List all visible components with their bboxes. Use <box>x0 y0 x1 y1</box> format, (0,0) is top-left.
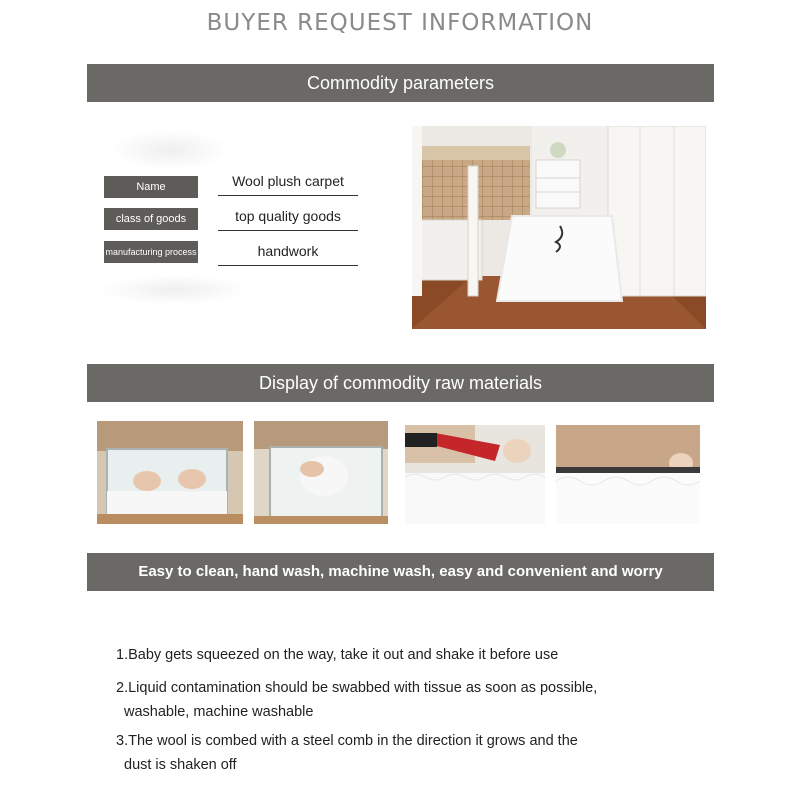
raw-material-photo-2 <box>254 421 388 524</box>
note-1-line-1: 1.Baby gets squeezed on the way, take it out and shake it before use <box>116 647 559 663</box>
note-3-line-2: dust is shaken off <box>124 757 237 773</box>
raw-material-photo-1 <box>97 421 243 524</box>
param-value-process: handwork <box>218 243 358 266</box>
cleaning-section-header: Easy to clean, hand wash, machine wash, easy and convenient and worry <box>87 553 714 591</box>
raw-materials-section-header: Display of commodity raw materials <box>87 364 714 402</box>
note-2-line-2: washable, machine washable <box>124 704 314 720</box>
parameters-section-header: Commodity parameters <box>87 64 714 102</box>
note-2-line-1: 2.Liquid contamination should be swabbed with tissue as soon as possible, <box>116 680 598 696</box>
note-item-1 <box>116 643 676 667</box>
faded-background-decoration <box>100 275 250 305</box>
raw-material-photo-4 <box>556 425 700 524</box>
note-item-3 <box>116 729 676 777</box>
param-label-class: class of goods <box>104 208 198 230</box>
note-item-2 <box>116 676 676 724</box>
param-value-class: top quality goods <box>218 208 358 231</box>
raw-material-photo-3 <box>405 425 545 524</box>
param-label-name: Name <box>104 176 198 198</box>
page-title: BUYER REQUEST INFORMATION <box>206 10 594 36</box>
param-value-name: Wool plush carpet <box>218 173 358 196</box>
bedroom-carpet-photo <box>412 126 706 329</box>
param-label-process: manufacturing process <box>104 241 198 263</box>
faded-background-decoration <box>110 130 230 170</box>
note-3-line-1: 3.The wool is combed with a steel comb in the direction it grows and the <box>116 733 578 749</box>
